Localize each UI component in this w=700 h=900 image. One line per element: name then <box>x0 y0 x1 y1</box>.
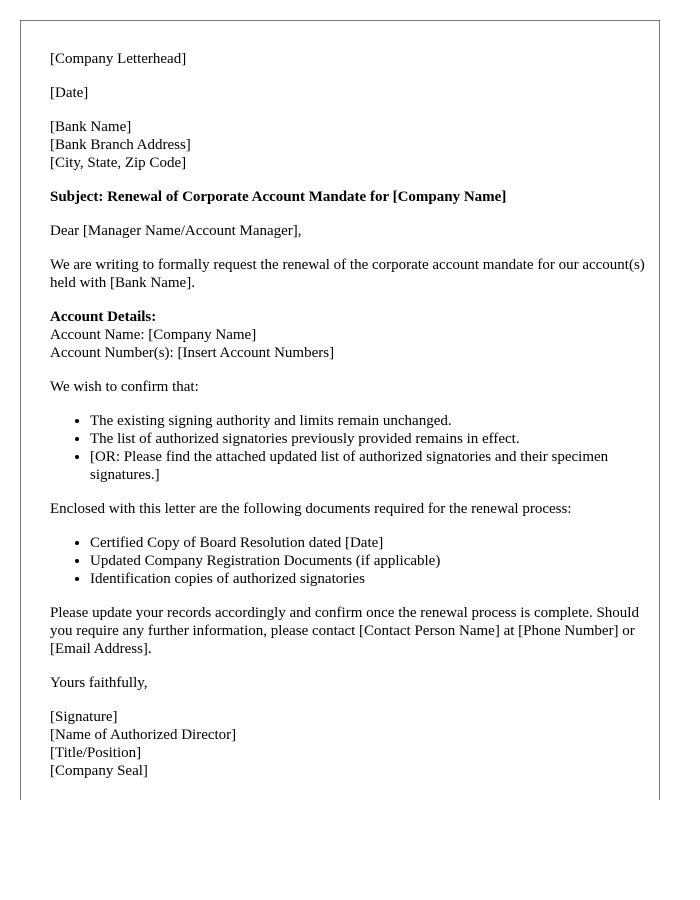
signature-line: [Signature] <box>50 709 118 725</box>
letter-body <box>50 50 650 796</box>
enclosed-list <box>50 534 650 588</box>
bank-name: [Bank Name] <box>50 119 132 135</box>
recipient-address <box>50 118 650 172</box>
bank-city-state-zip: [City, State, Zip Code] <box>50 155 187 171</box>
confirm-intro: We wish to confirm that: <box>50 379 199 395</box>
list-item: • Certified Copy of Board Resolution dated [Date] <box>90 534 650 552</box>
salutation: Dear [Manager Name/Account Manager], <box>50 223 302 239</box>
list-item: • The list of authorized signatories previously provided remains in effect. <box>90 430 650 448</box>
account-name: Account Name: [Company Name] <box>50 327 257 343</box>
account-details <box>50 308 650 362</box>
letter-date: [Date] <box>50 85 89 101</box>
list-item: • Updated Company Registration Documents (if applicable) <box>90 552 650 570</box>
bank-branch-address: [Bank Branch Address] <box>50 137 191 153</box>
enclosed-intro: Enclosed with this letter are the following documents required for the renewal process: <box>50 501 572 517</box>
letter-page <box>20 20 660 800</box>
letter-subject: Subject: Renewal of Corporate Account Mandate for [Company Name] <box>50 189 507 205</box>
company-letterhead: [Company Letterhead] <box>50 51 187 67</box>
list-item: • Identification copies of authorized signatories <box>90 570 650 588</box>
director-title: [Title/Position] <box>50 745 142 761</box>
company-seal: [Company Seal] <box>50 763 148 779</box>
director-name: [Name of Authorized Director] <box>50 727 237 743</box>
account-details-heading: Account Details: <box>50 309 157 325</box>
closing-paragraph: Please update your records accordingly and confirm once the renewal process is complete. Should you require any further information, please contact [Contact Person Name] at [Phone Number] or [Email Address]. <box>50 605 639 657</box>
account-numbers: Account Number(s): [Insert Account Numbers] <box>50 345 335 361</box>
signature-block <box>50 708 650 780</box>
list-item: • [OR: Please find the attached updated list of authorized signatories and their specimen signatures.] <box>90 448 650 484</box>
confirm-list <box>50 412 650 484</box>
valediction: Yours faithfully, <box>50 675 148 691</box>
list-item: • The existing signing authority and limits remain unchanged. <box>90 412 650 430</box>
intro-paragraph: We are writing to formally request the renewal of the corporate account mandate for our account(s) held with [Bank Name]. <box>50 257 645 291</box>
